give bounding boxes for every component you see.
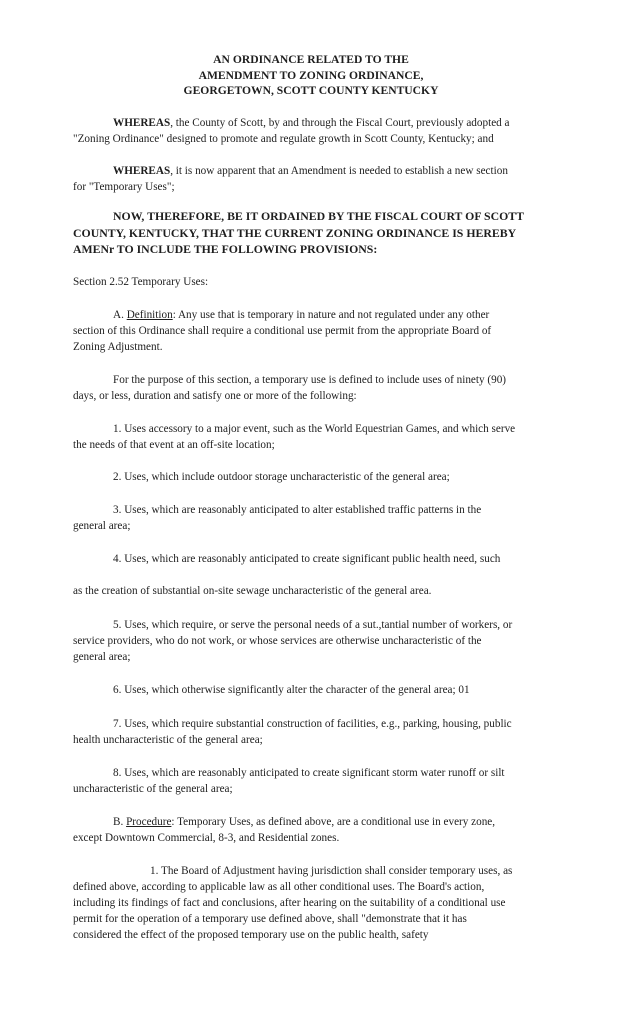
definition-term: Definition bbox=[126, 309, 173, 321]
list-item: 1. Uses accessory to a major event, such as the World Equestrian Games, and which serve the needs of that event at an off-site location; bbox=[73, 423, 516, 451]
list-item: 3. Uses, which are reasonably anticipated to alter established traffic patterns in the general area; bbox=[73, 504, 482, 532]
purpose-paragraph: For the purpose of this section, a temporary use is defined to include uses of ninety (90) days, or less, duration and satisfy one or more of the following: bbox=[73, 374, 507, 402]
title-line: AN ORDINANCE RELATED TO THE bbox=[213, 53, 409, 66]
procedure-term: Procedure bbox=[126, 816, 172, 828]
procedure-paragraph: B. Procedure: Temporary Uses, as defined above, are a conditional use in every zone, except Downtown Commercial, 8-3, and Residential zones. bbox=[73, 816, 496, 844]
title-line: GEORGETOWN, SCOTT COUNTY KENTUCKY bbox=[183, 84, 439, 97]
whereas-lead: WHEREAS bbox=[113, 165, 171, 177]
list-item: 2. Uses, which include outdoor storage uncharacteristic of the general area; bbox=[113, 471, 450, 483]
whereas-lead: WHEREAS bbox=[113, 117, 171, 129]
list-item: 8. Uses, which are reasonably anticipated to create significant storm water runoff or silt uncharacteristic of the general area; bbox=[73, 767, 505, 795]
list-item: 5. Uses, which require, or serve the personal needs of a sut.,tantial number of workers, or service providers, who do not work, or whose services are otherwise uncharacteristic of the general area; bbox=[73, 619, 513, 663]
list-item: 4. Uses, which are reasonably anticipated to create significant public health need, such as the creation of substantial on-site sewage uncharacteristic of the general area. bbox=[73, 553, 501, 597]
list-item: 7. Uses, which require substantial construction of facilities, e.g., parking, housing, public health uncharacteristic of the general area; bbox=[73, 718, 512, 746]
procedure-subparagraph-1: 1. The Board of Adjustment having jurisdiction shall consider temporary uses, as defined above, according to applicable law as all other conditional uses. The Board's action, including its findings of fact and conclusions, after hearing on the suitability of a conditional use permit for the operation of a temporary use defined above, shall "demonstrate that it has considered the effect of the proposed temporary use on the public health, safety bbox=[73, 865, 513, 941]
document-title bbox=[0, 52, 622, 99]
whereas-paragraph-1: WHEREAS, the County of Scott, by and through the Fiscal Court, previously adopted a "Zoning Ordinance" designed to promote and regulate growth in Scott County, Kentucky; and bbox=[73, 117, 510, 145]
definition-paragraph: A. Definition: Any use that is temporary in nature and not regulated under any other section of this Ordinance shall require a conditional use permit from the appropriate Board of Zoning Adjustment. bbox=[73, 309, 492, 353]
list-item: 6. Uses, which otherwise significantly alter the character of the general area; 01 bbox=[113, 684, 470, 696]
whereas-paragraph-2: WHEREAS, it is now apparent that an Amendment is needed to establish a new section for "Temporary Uses"; bbox=[73, 165, 508, 193]
title-line: AMENDMENT TO ZONING ORDINANCE, bbox=[198, 68, 424, 82]
section-heading: Section 2.52 Temporary Uses: bbox=[73, 276, 209, 288]
ordained-clause: NOW, THEREFORE, BE IT ORDAINED BY THE FISCAL COURT OF SCOTT COUNTY, KENTUCKY, THAT THE CURRENT ZONING ORDINANCE IS HEREBY AMENr TO INCLUDE THE FOLLOWING PROVISIONS: bbox=[73, 209, 525, 256]
